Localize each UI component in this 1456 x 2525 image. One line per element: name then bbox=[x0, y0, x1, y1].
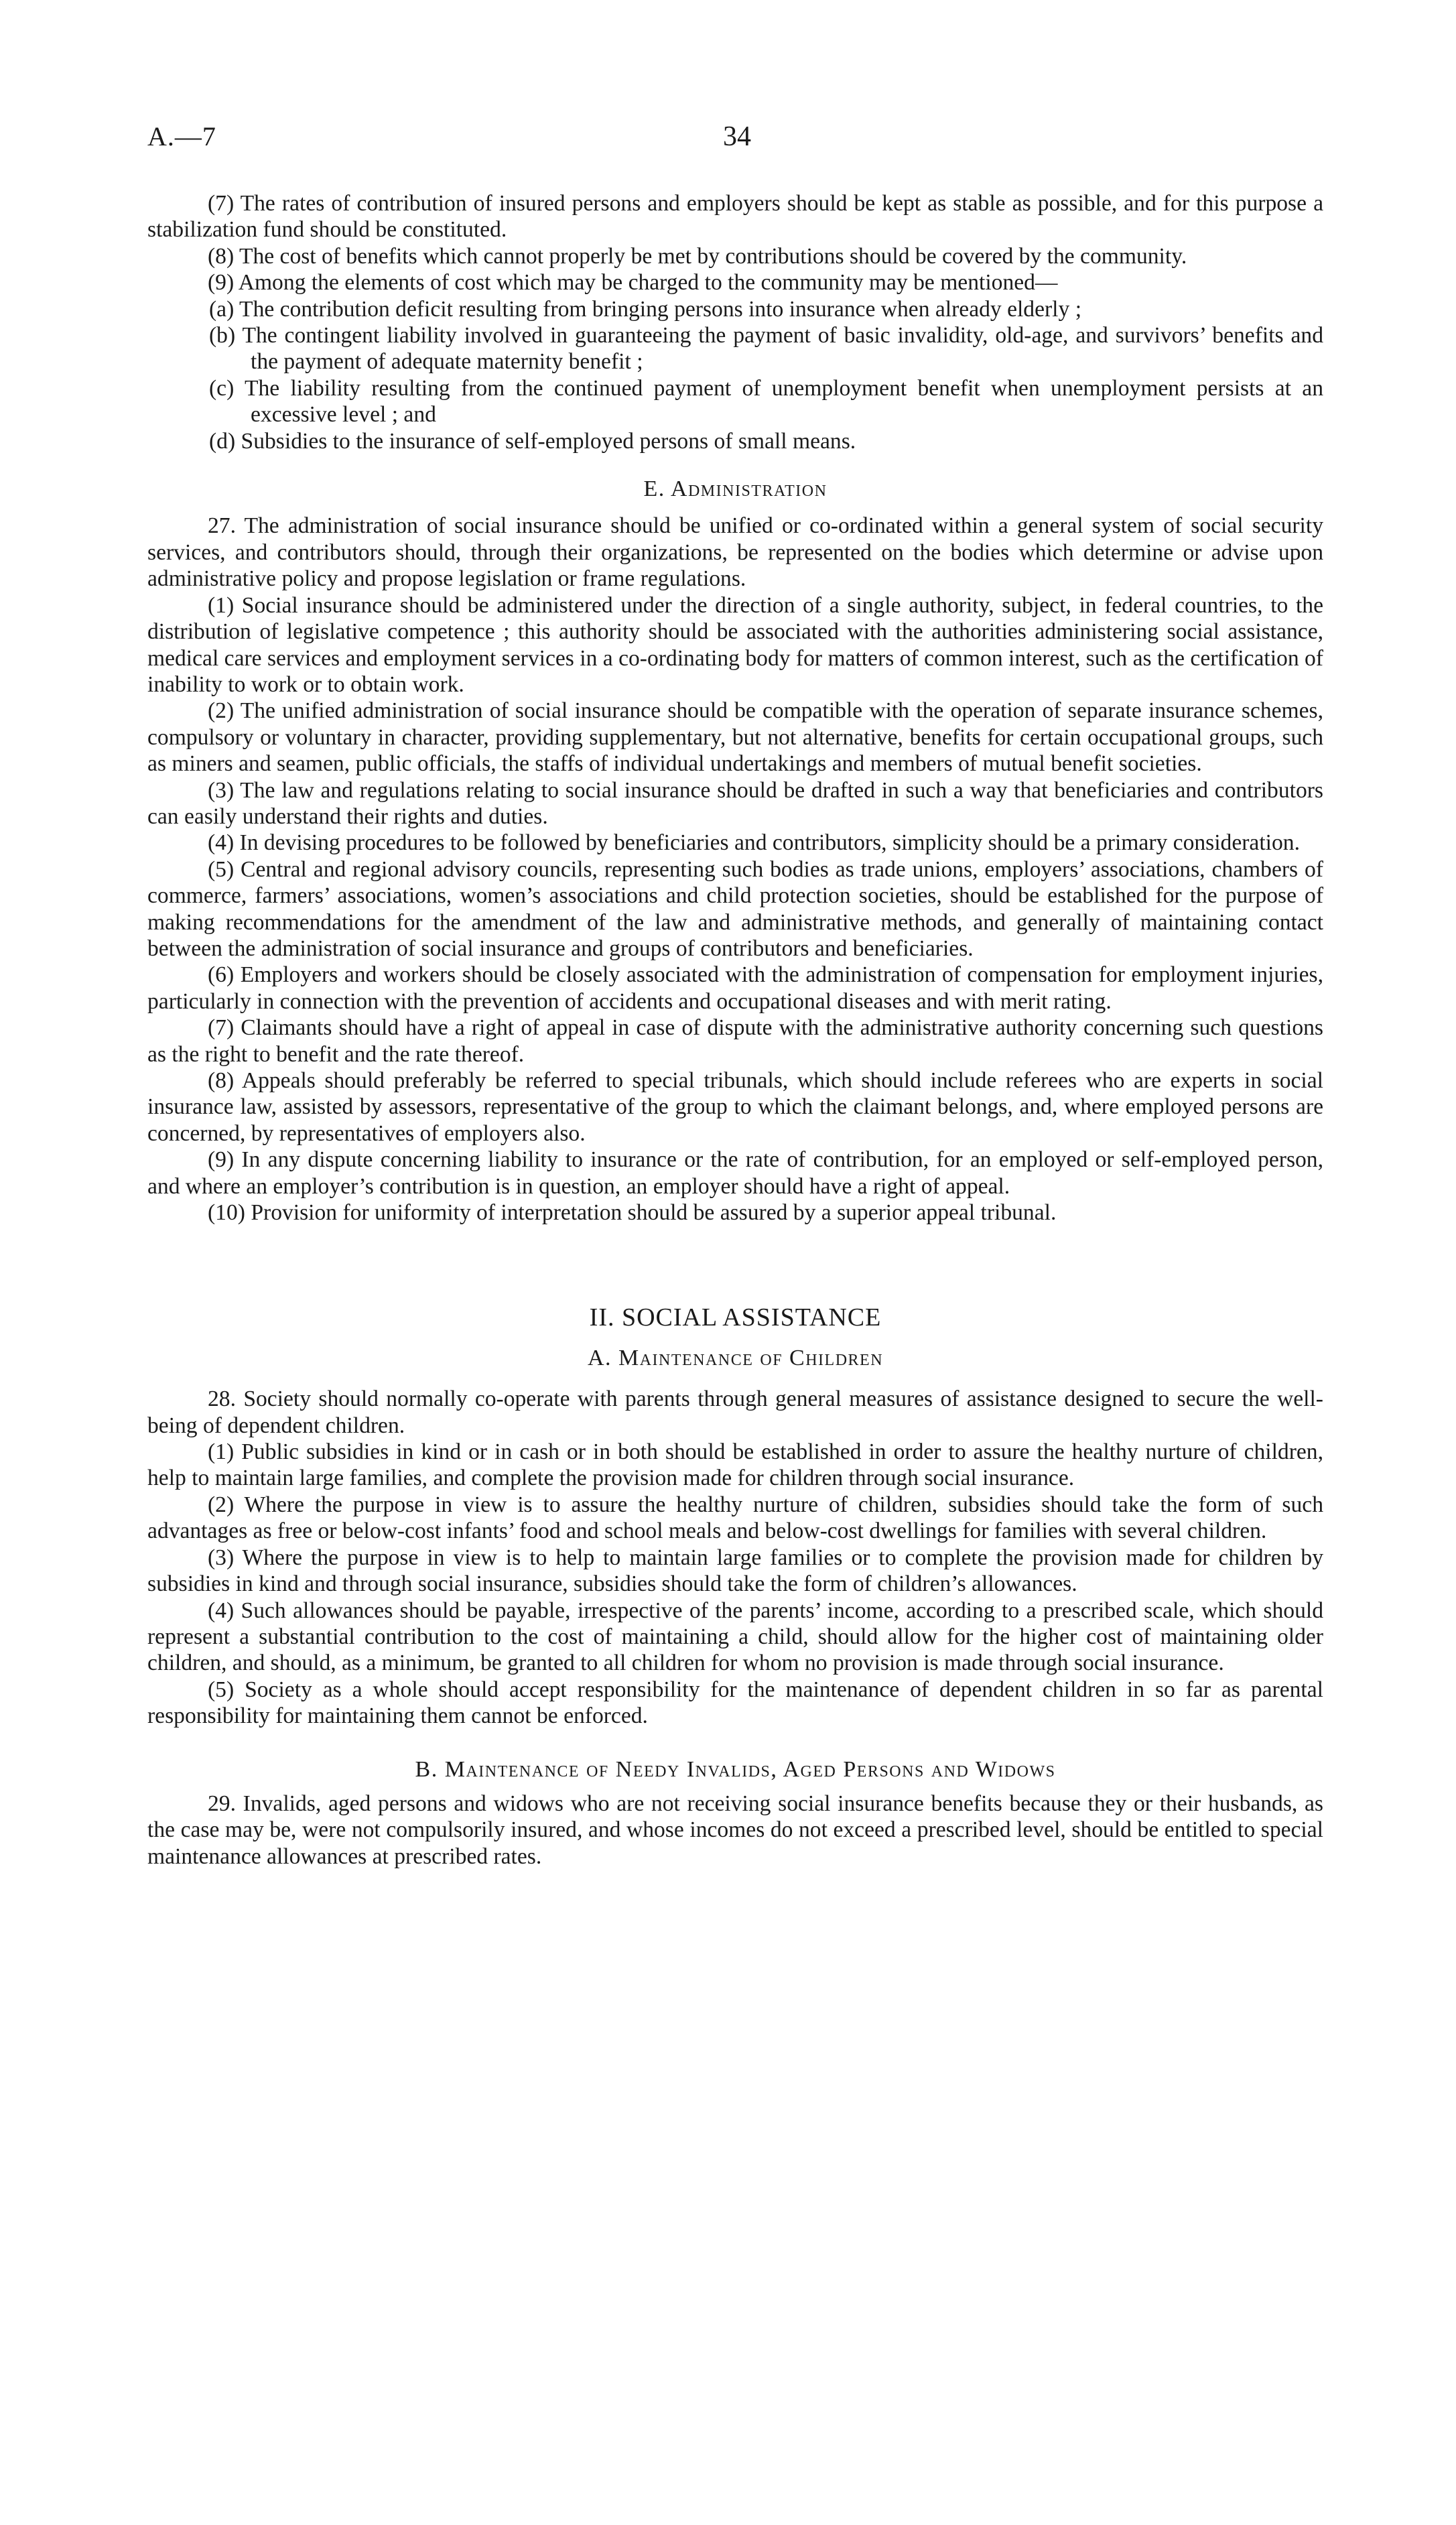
paragraph-28-1: (1) Public subsidies in kind or in cash or in both should be established in order to assure the healthy nurture of children, help to maintain large families, and complete the provision made for children through social insurance. bbox=[147, 1439, 1323, 1491]
document-code: A.—7 bbox=[147, 121, 216, 151]
paragraph-27-3: (3) The law and regulations relating to social insurance should be drafted in such a way that beneficiaries and contributors can easily understand their rights and duties. bbox=[147, 777, 1323, 829]
list-item-c: (c) The liability resulting from the continued payment of unemployment benefit when unemployment persists at an excessive level ; and bbox=[209, 375, 1323, 428]
list-item-a: (a) The contribution deficit resulting from bringing persons into insurance when already elderly ; bbox=[209, 296, 1082, 322]
paragraph-29: 29. Invalids, aged persons and widows who are not receiving social insurance benefits because they or their husbands, as the case may be, were not compulsorily insured, and whose incomes do not exceed a prescribed level, should be entitled to special maintenance allowances at prescribed rates. bbox=[147, 1791, 1323, 1869]
body-text bbox=[147, 190, 1323, 1870]
paragraph-27-7: (7) Claimants should have a right of appeal in case of dispute with the administrative authority concerning such questions as the right to benefit and the rate thereof. bbox=[147, 1015, 1323, 1067]
section-heading-needy-invalids: B. Maintenance of Needy Invalids, Aged Persons and Widows bbox=[415, 1756, 1056, 1782]
section-heading-maintenance-of-children: A. Maintenance of Children bbox=[587, 1345, 884, 1370]
list-item-d: (d) Subsidies to the insurance of self-employed persons of small means. bbox=[209, 428, 856, 454]
section-heading-administration: E. Administration bbox=[643, 476, 828, 502]
paragraph-28-5: (5) Society as a whole should accept responsibility for the maintenance of dependent children in so far as parental responsibility for maintaining them cannot be enforced. bbox=[147, 1677, 1323, 1729]
paragraph-27-1: (1) Social insurance should be administered under the direction of a single authority, subject, in federal countries, to the distribution of legislative competence ; this authority should be associated with the authorities administering social assistance, medical care services and employment services in a co-ordinating body for matters of common interest, such as the certification of inability to work or to obtain work. bbox=[147, 592, 1323, 697]
paragraph-28-3: (3) Where the purpose in view is to help to maintain large families or to complete the provision made for children by subsidies in kind and through social insurance, subsidies should take the form of children’s allowances. bbox=[147, 1545, 1323, 1597]
paragraph-27-5: (5) Central and regional advisory councils, representing such bodies as trade unions, employers’ associations, chambers of commerce, farmers’ associations, women’s associations and child protection societies, should be established for the purpose of making recommendations for the amendment of the law and administrative methods, and generally of maintaining contact between the administration of social insurance and groups of contributors and beneficiaries. bbox=[147, 856, 1323, 961]
paragraph-28: 28. Society should normally co-operate with parents through general measures of assistance designed to secure the well-being of dependent children. bbox=[147, 1386, 1323, 1438]
list-item-b: (b) The contingent liability involved in guaranteeing the payment of basic invalidity, old-age, and survivors’ benefits and the payment of adequate maternity benefit ; bbox=[209, 323, 1323, 375]
paragraph-d-7: (7) The rates of contribution of insured persons and employers should be kept as stable as possible, and for this purpose a stabilization fund should be constituted. bbox=[147, 191, 1323, 243]
part-heading-social-assistance: II. SOCIAL ASSISTANCE bbox=[589, 1303, 882, 1332]
paragraph-d-8: (8) The cost of benefits which cannot properly be met by contributions should be covered by the community. bbox=[208, 243, 1187, 269]
paragraph-27-2: (2) The unified administration of social insurance should be compatible with the operation of separate insurance schemes, compulsory or voluntary in character, providing supplementary, but not alternative, benefits for certain occupational groups, such as miners and seamen, public officials, the staffs of individual undertakings and members of mutual benefit societies. bbox=[147, 698, 1323, 777]
running-head bbox=[147, 121, 1327, 161]
paragraph-27-4: (4) In devising procedures to be followed by beneficiaries and contributors, simplicity should be a primary consideration. bbox=[208, 830, 1300, 856]
paragraph-28-2: (2) Where the purpose in view is to assure the healthy nurture of children, subsidies should take the form of such advantages as free or below-cost infants’ food and school meals and below-cost dwellings for families with several children. bbox=[147, 1492, 1323, 1544]
paragraph-27-6: (6) Employers and workers should be closely associated with the administration of compensation for employment injuries, particularly in connection with the prevention of accidents and occupational diseases and with merit rating. bbox=[147, 962, 1323, 1014]
paragraph-27: 27. The administration of social insurance should be unified or co-ordinated within a general system of social security services, and contributors should, through their organizations, be represented on the bodies which determine or advise upon administrative policy and propose legislation or frame regulations. bbox=[147, 513, 1323, 592]
paragraph-28-4: (4) Such allowances should be payable, irrespective of the parents’ income, according to a prescribed scale, which should represent a substantial contribution to the cost of maintaining a child, should allow for the higher cost of maintaining older children, and should, as a minimum, be granted to all children for whom no provision is made through social insurance. bbox=[147, 1598, 1323, 1676]
paragraph-27-10: (10) Provision for uniformity of interpretation should be assured by a superior appeal tribunal. bbox=[208, 1200, 1057, 1226]
paragraph-27-8: (8) Appeals should preferably be referred to special tribunals, which should include referees who are experts in social insurance law, assisted by assessors, representative of the group to which the claimant belongs, and, where employed persons are concerned, by representatives of employers also. bbox=[147, 1068, 1323, 1146]
paragraph-d-9: (9) Among the elements of cost which may be charged to the community may be mentioned— bbox=[208, 270, 1058, 296]
page-number: 34 bbox=[723, 121, 751, 152]
paragraph-27-9: (9) In any dispute concerning liability to insurance or the rate of contribution, for an employed or self-employed person, and where an employer’s contribution is in question, an employer should have a right of appeal. bbox=[147, 1147, 1323, 1199]
